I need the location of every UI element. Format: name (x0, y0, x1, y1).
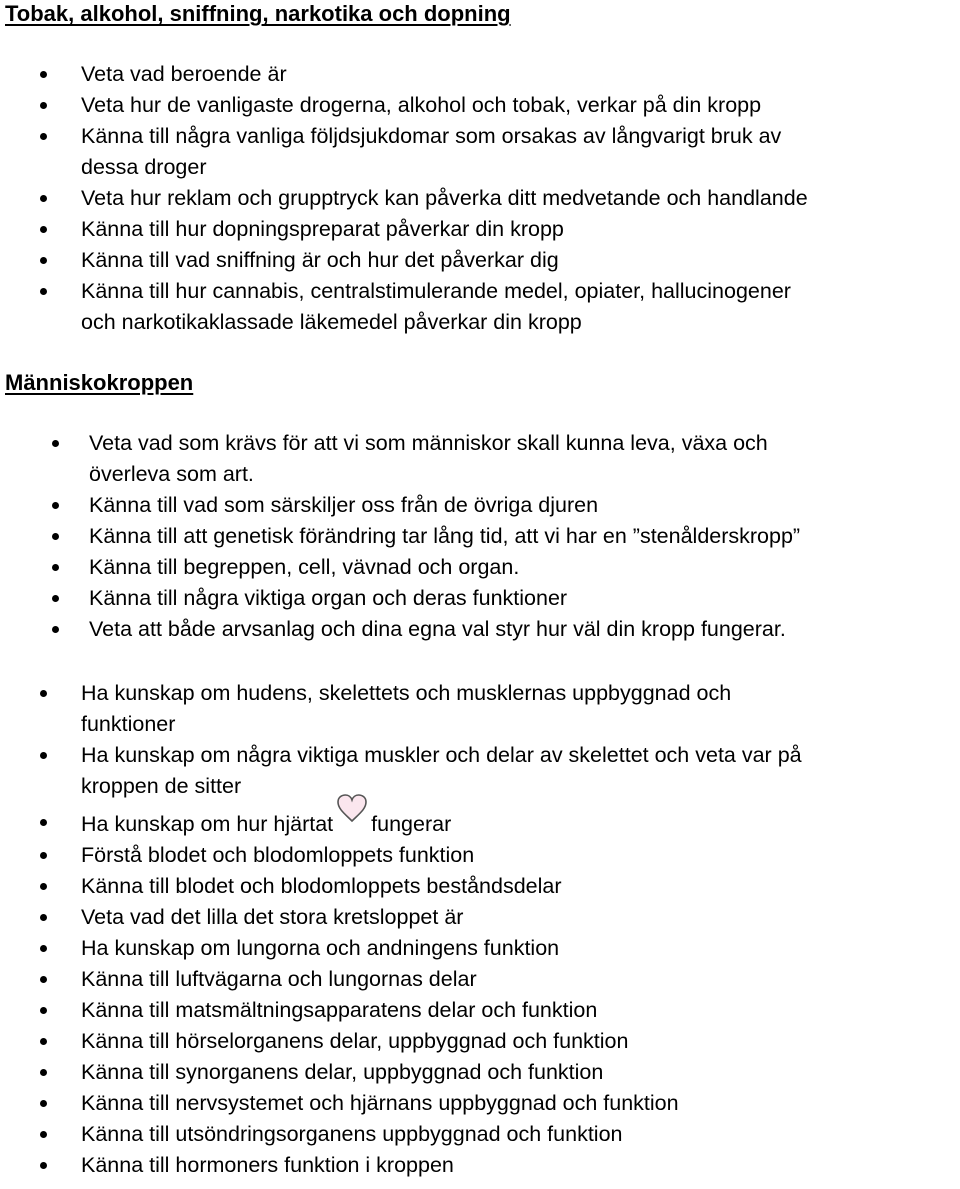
list-item-text: Känna till hur cannabis, centralstimulerande medel, opiater, hallucinogener (81, 279, 791, 303)
list-item (0, 1026, 802, 1057)
heart-item-text-before: Ha kunskap om hur hjärtat (81, 812, 334, 836)
list-item (0, 276, 808, 338)
heart-icon (333, 807, 371, 831)
list-item-text: Veta vad som krävs för att vi som människor skall kunna leva, växa och (89, 431, 768, 455)
section-heading-human-body: Människokroppen (5, 370, 194, 395)
list-item-text: Känna till utsöndringsorganens uppbyggnad och funktion (81, 1122, 623, 1146)
list-item (0, 740, 802, 802)
list-item (0, 1057, 802, 1088)
list-item (0, 678, 802, 740)
list-item (0, 840, 802, 871)
list-item-text: funktioner (81, 712, 176, 736)
list-item (0, 90, 808, 121)
list-item (0, 1150, 802, 1181)
list-item-text: och narkotikaklassade läkemedel påverkar din kropp (81, 310, 582, 334)
list-item (0, 59, 808, 90)
list-item-text: Känna till några vanliga följdsjukdomar som orsakas av långvarigt bruk av (81, 124, 782, 148)
list-item-text: Känna till hörselorganens delar, uppbyggnad och funktion (81, 1029, 629, 1053)
list-item (0, 614, 800, 645)
list-item (0, 583, 800, 614)
list-item (0, 490, 800, 521)
list-item (0, 521, 800, 552)
list-item (0, 902, 802, 933)
list-item-text: Känna till matsmältningsapparatens delar och funktion (81, 998, 598, 1022)
list-item-text: Veta att både arvsanlag och dina egna val styr hur väl din kropp fungerar. (89, 617, 786, 641)
list-item-text: Känna till hormoners funktion i kroppen (81, 1153, 454, 1177)
heart-item-text-after: fungerar (371, 812, 452, 836)
list-item-text: Känna till att genetisk förändring tar lång tid, att vi har en ”stenålderskropp” (89, 524, 801, 548)
list-item-text: Känna till vad sniffning är och hur det påverkar dig (81, 248, 559, 272)
list-item-heart (0, 807, 802, 840)
list-item (0, 428, 800, 490)
list-item-text: Ha kunskap om hudens, skelettets och musklernas uppbyggnad och (81, 681, 732, 705)
list-item-text (81, 807, 802, 840)
drugs-goal-list (0, 59, 808, 338)
list-item-text: Känna till begreppen, cell, vävnad och organ. (89, 555, 520, 579)
list-item-text: Ha kunskap om lungorna och andningens funktion (81, 936, 560, 960)
list-item-text: kroppen de sitter (81, 774, 242, 798)
list-item (0, 214, 808, 245)
list-item-text: Ha kunskap om några viktiga muskler och delar av skelettet och veta var på (81, 743, 802, 767)
list-item (0, 121, 808, 183)
list-item (0, 552, 800, 583)
list-item-text: Känna till blodet och blodomloppets beståndsdelar (81, 874, 562, 898)
list-item-text: Känna till hur dopningspreparat påverkar din kropp (81, 217, 564, 241)
list-item-text: dessa droger (81, 155, 207, 179)
list-item-text: Veta vad det lilla det stora kretsloppet är (81, 905, 464, 929)
list-item-text: överleva som art. (89, 462, 254, 486)
human-body-goal-list (0, 428, 800, 645)
list-item (0, 1088, 802, 1119)
list-item (0, 933, 802, 964)
list-item (0, 995, 802, 1026)
list-item-text: Veta vad beroende är (81, 62, 287, 86)
list-item-text: Veta hur reklam och grupptryck kan påverka ditt medvetande och handlande (81, 186, 808, 210)
list-item-text: Känna till luftvägarna och lungornas delar (81, 967, 477, 991)
list-item (0, 183, 808, 214)
list-item (0, 245, 808, 276)
list-item (0, 871, 802, 902)
list-item-text: Veta hur de vanligaste drogerna, alkohol och tobak, verkar på din kropp (81, 93, 762, 117)
list-item-text: Känna till nervsystemet och hjärnans uppbyggnad och funktion (81, 1091, 679, 1115)
organ-knowledge-list (0, 678, 802, 1181)
section-heading-drugs: Tobak, alkohol, sniffning, narkotika och dopning (5, 1, 511, 26)
list-item (0, 964, 802, 995)
list-item-text: Känna till synorganens delar, uppbyggnad och funktion (81, 1060, 604, 1084)
list-item (0, 1119, 802, 1150)
list-item-text: Känna till några viktiga organ och deras funktioner (89, 586, 568, 610)
list-item-text: Känna till vad som särskiljer oss från de övriga djuren (89, 493, 599, 517)
list-item-text: Förstå blodet och blodomloppets funktion (81, 843, 475, 867)
